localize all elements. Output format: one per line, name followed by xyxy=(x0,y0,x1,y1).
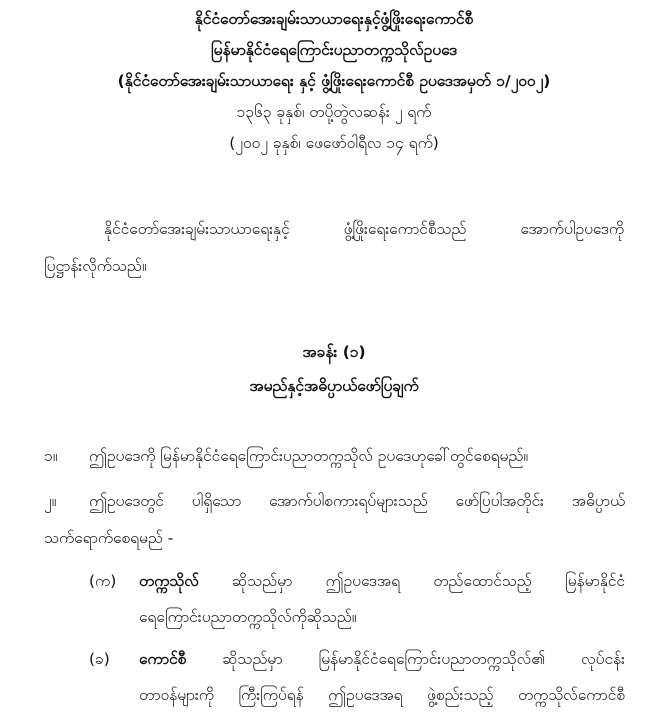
section-1-text: ဤဥပဒေကို မြန်မာနိုင်ငံရေကြောင်းပညာတက္ကသိုလ် ဥပဒေဟုခေါ်တွင်စေရမည်။ xyxy=(89,447,529,465)
law-number: (နိုင်ငံတော်အေးချမ်းသာယာရေး နှင့် ဖွံ့ဖြိုးရေးကောင်စီ ဥပဒေအမှတ် ၁/၂၀၀၂) xyxy=(117,72,551,90)
section-2-text-line1: ဤဥပဒေတွင် ပါရှိသော အောက်ပါစကားရပ်များသည် ဖော်ပြပါအတိုင်း အဓိပ္ပာယ် xyxy=(89,492,625,510)
law-title: မြန်မာနိုင်ငံရေကြောင်းပညာတက္ကသိုလ်ဥပဒေ xyxy=(211,41,457,59)
chapter-title: အမည်နှင့်အဓိပ္ပာယ်ဖော်ပြချက် xyxy=(249,377,419,395)
definition-kha-text: ဆိုသည်မှာ မြန်မာနိုင်ငံရေကြောင်းပညာတက္ကသိုလ်၏ လုပ်ငန်း xyxy=(186,650,625,668)
definition-ka-line1 xyxy=(139,570,625,592)
definition-kha-line1 xyxy=(139,648,625,670)
chapter-number: အခန်း (၁) xyxy=(302,343,366,361)
definition-ka-text: ဆိုသည်မှာ ဤဥပဒေအရ တည်ထောင်သည့် မြန်မာနိုင်ငံ xyxy=(198,572,625,590)
myanmar-date: ၁၃၆၃ ခုနှစ်၊ တပို့တွဲလဆန်း ၂ ရက် xyxy=(236,103,432,121)
intro-paragraph-line2: ပြဋ္ဌာန်းလိုက်သည်။ xyxy=(44,257,147,275)
definition-kha-marker: (ခ) xyxy=(89,650,110,668)
section-2-text-line2: သက်ရောက်စေရမည် - xyxy=(44,529,174,547)
gregorian-date: (၂၀၀၂ ခုနှစ်၊ ဖေဖော်ဝါရီလ ၁၄ ရက်) xyxy=(229,134,439,152)
definition-kha-term: ကောင်စီ xyxy=(139,650,187,668)
council-title: နိုင်ငံတော်အေးချမ်းသာယာရေးနှင့်ဖွံ့ဖြိုးရေးကောင်စီ xyxy=(194,10,474,28)
definition-ka-marker: (က) xyxy=(89,572,117,590)
section-1-number: ၁။ xyxy=(44,447,58,465)
definition-kha-line2: တာဝန်များကို ကြီးကြပ်ရန် ဤဥပဒေအရ ဖွဲ့စည်းသည့် တက္ကသိုလ်ကောင်စီ xyxy=(139,686,625,704)
definition-ka-term: တက္ကသိုလ် xyxy=(139,572,199,590)
section-2-number: ၂။ xyxy=(44,492,57,510)
intro-paragraph-line1: နိုင်ငံတော်အေးချမ်းသာယာရေးနှင့် ဖွံ့ဖြိုးရေးကောင်စီသည် အောက်ပါဥပဒေကို xyxy=(104,220,624,238)
definition-ka-line2: ရေကြောင်းပညာတက္ကသိုလ်ကိုဆိုသည်။ xyxy=(139,608,357,626)
